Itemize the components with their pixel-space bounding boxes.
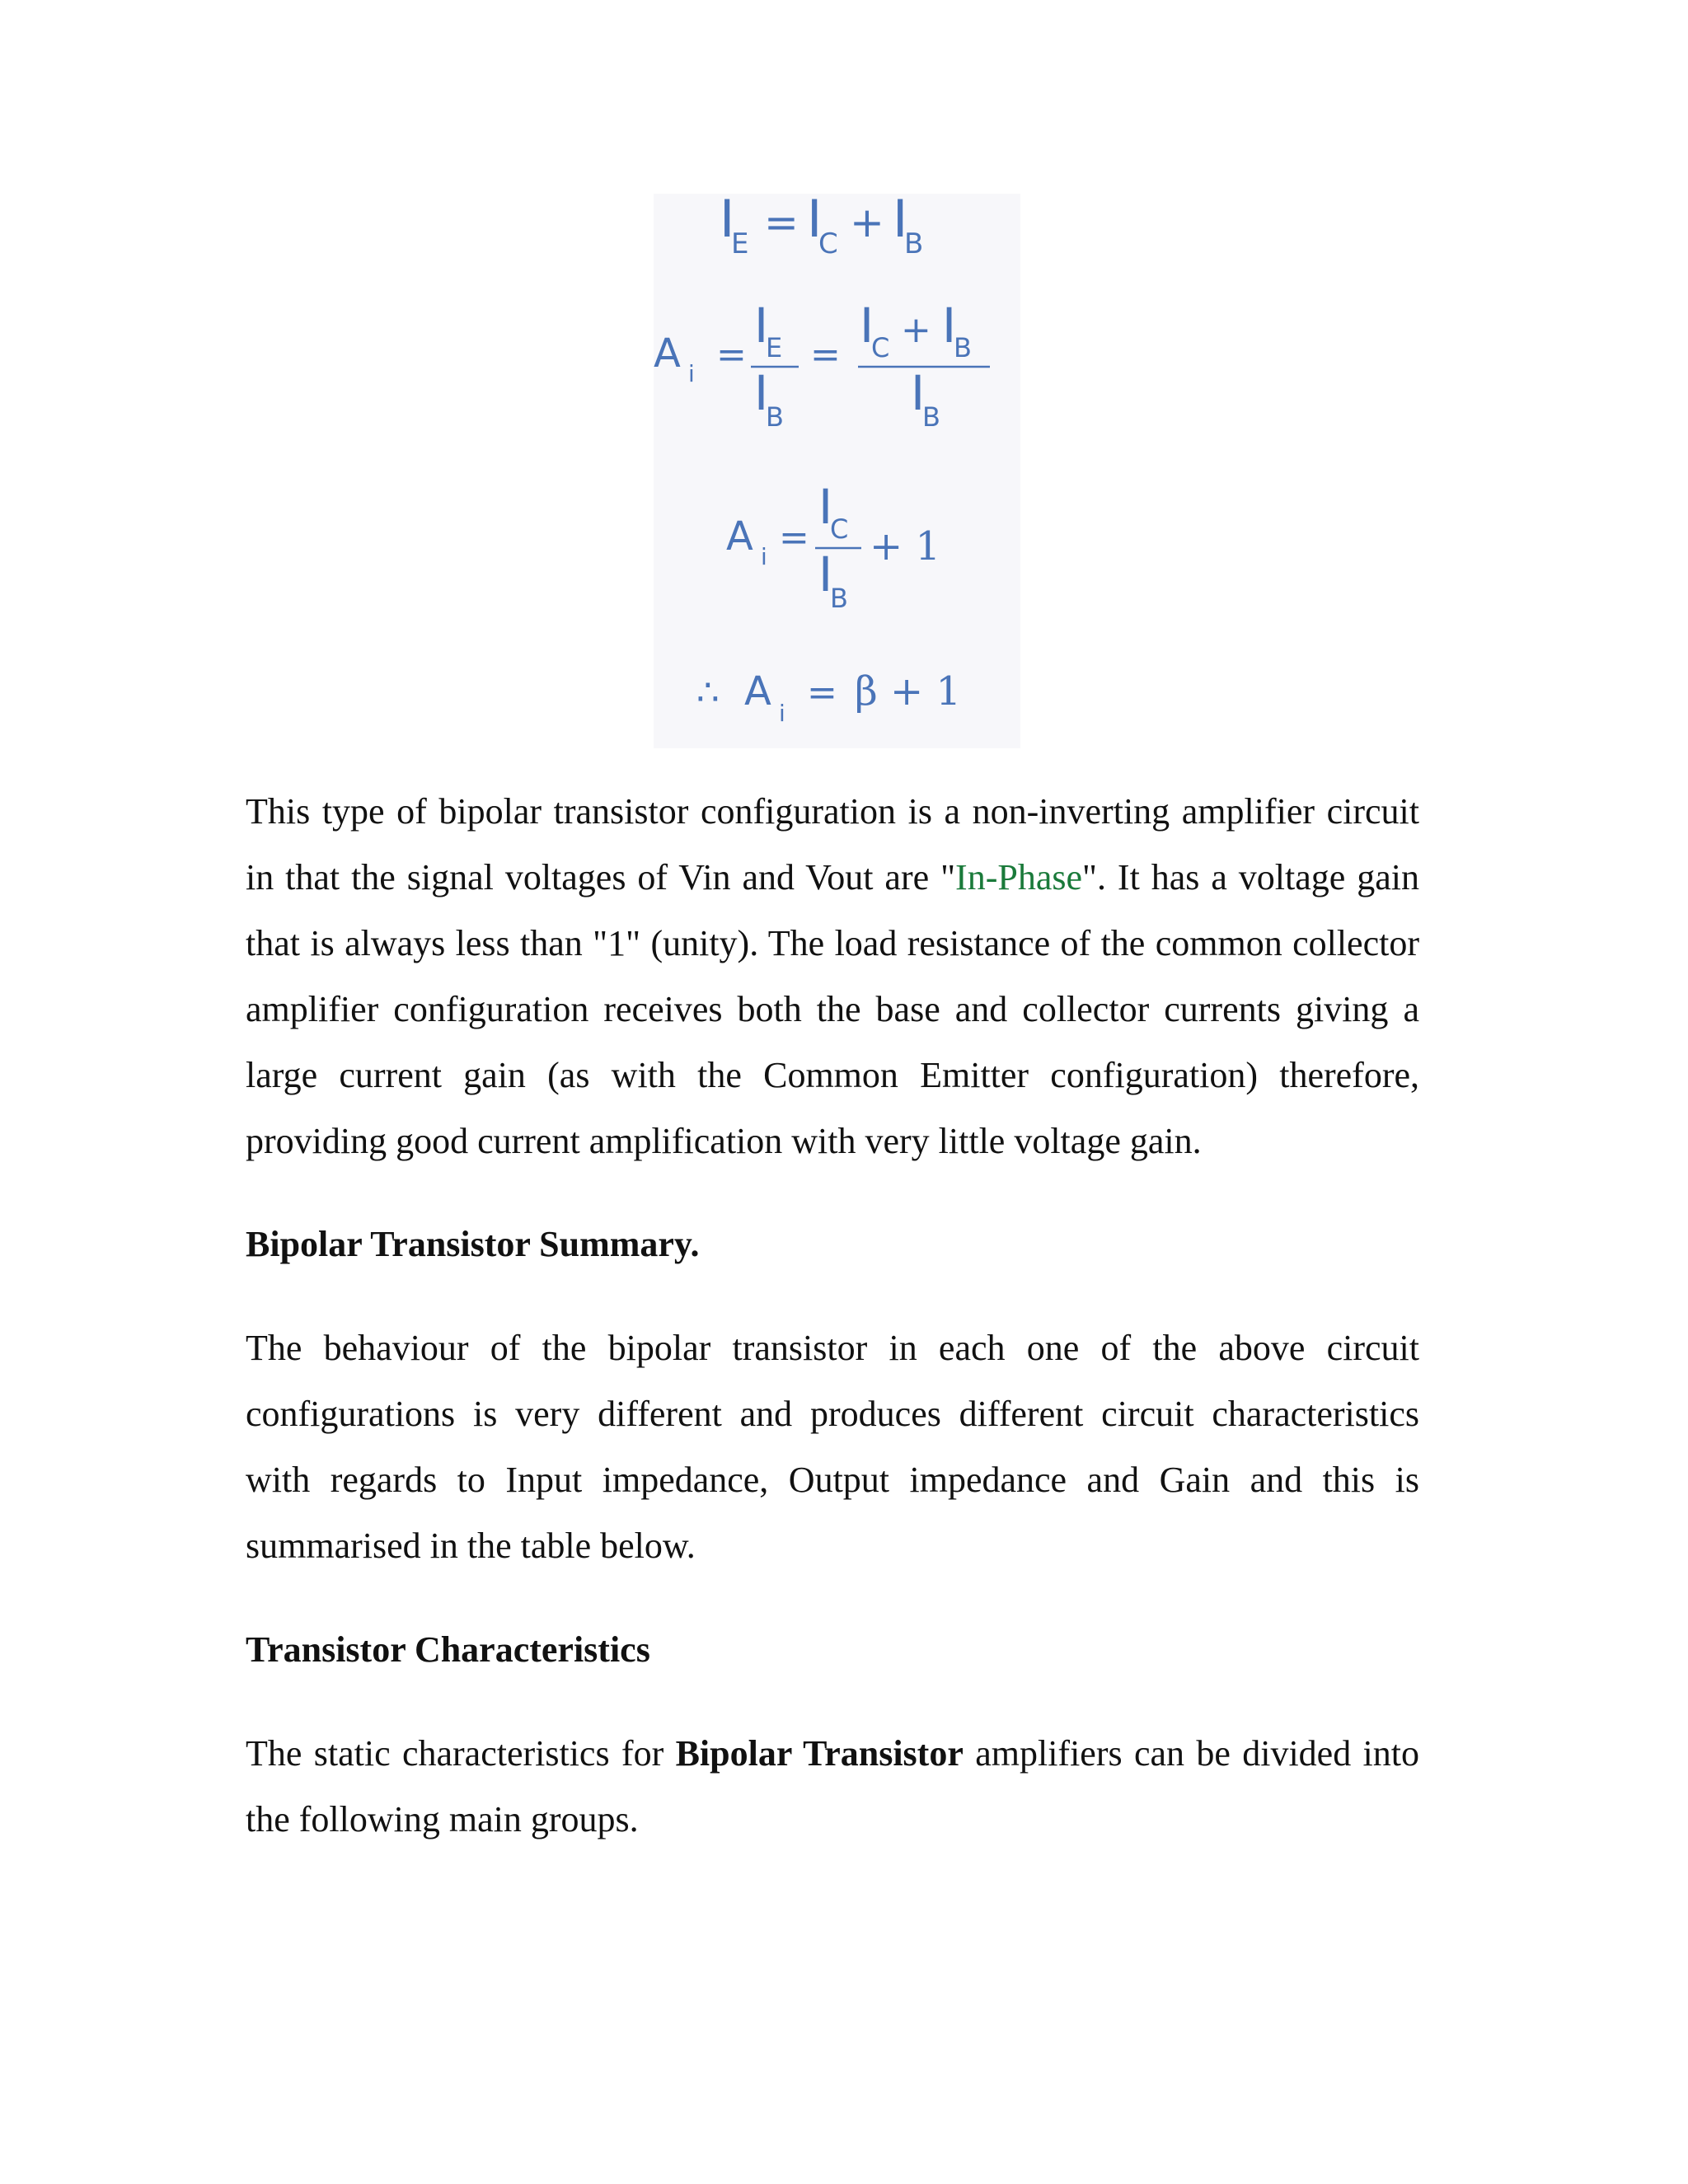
equation-line-3	[726, 479, 940, 614]
eq2-equals-2: =	[810, 334, 841, 376]
eq1-plus: +	[850, 199, 884, 246]
eq4-A: A	[744, 668, 771, 715]
eq2-num2-I1: I	[860, 298, 874, 354]
eq1-sub-B: B	[904, 227, 924, 260]
eq2-num2-sub2: B	[954, 332, 972, 363]
eq1-sub-E: E	[731, 227, 749, 260]
heading-bipolar-transistor-summary: Bipolar Transistor Summary.	[246, 1224, 700, 1264]
eq3-A: A	[726, 513, 753, 560]
eq2-den2-I: I	[911, 365, 926, 421]
bipolar-transistor-bold: Bipolar Transistor	[675, 1733, 964, 1774]
eq2-den2-sub: B	[922, 401, 940, 433]
current-gain-equations	[654, 194, 1020, 748]
document-body	[246, 779, 1419, 1853]
eq1-equals: =	[764, 199, 799, 246]
paragraph-behaviour: The behaviour of the bipolar transistor in each one of the above circuit configurations is very different and produces different circuit characteristics with regards to Input impedance, Output impedance and Gain and this is summarised in the table below.	[246, 1328, 1419, 1566]
eq3-equals: =	[779, 517, 809, 559]
paragraph3-text-before: The static characteristics for	[246, 1733, 676, 1774]
paragraph-static-characteristics	[246, 1721, 1419, 1853]
in-phase-highlight: In-Phase	[955, 857, 1083, 898]
eq3-sub-i: i	[761, 543, 767, 570]
paragraph1-text-after: ". It has a voltage gain that is always less than "1" (unity). The load resistance of the common collector amplifier configuration receives both the base and collector currents giving a large current gain (as with the Common Emitter configuration) therefore, providing good current amplification with very little voltage gain.	[246, 857, 1420, 1161]
eq2-den1-sub: B	[766, 401, 784, 433]
paragraph-common-collector	[246, 779, 1419, 1174]
eq1-I-B: I	[893, 194, 908, 249]
eq2-num2-sub1: C	[871, 332, 890, 363]
paragraph1-text-before: This type of bipolar transistor configuration is a non-inverting amplifier circuit in that the signal voltages of Vin and Vout are "	[246, 791, 1419, 898]
eq3-num-sub: C	[830, 513, 849, 545]
eq2-A: A	[654, 330, 681, 377]
eq2-num2-I2: I	[942, 298, 957, 354]
paragraph3-text-after: amplifiers can be divided into the following main groups.	[246, 1733, 1419, 1840]
heading-transistor-characteristics: Transistor Characteristics	[246, 1629, 650, 1670]
eq4-equals: =	[807, 672, 837, 714]
eq2-den1-I: I	[754, 365, 769, 421]
eq4-rhs: β + 1	[855, 668, 962, 715]
equation-image	[654, 194, 1020, 748]
eq1-I-C: I	[807, 194, 823, 249]
eq3-den-sub: B	[830, 583, 848, 614]
eq1-I-E: I	[720, 194, 735, 249]
eq3-plus-one: + 1	[870, 523, 941, 569]
equation-line-1	[720, 194, 923, 260]
eq2-num2-plus: +	[901, 309, 931, 351]
eq3-num-I: I	[818, 479, 833, 535]
eq1-sub-C: C	[818, 227, 838, 260]
eq3-den-I: I	[818, 546, 833, 602]
equation-line-2	[654, 298, 990, 433]
eq2-num1-I: I	[754, 298, 769, 354]
eq2-num1-sub: E	[766, 332, 783, 363]
eq4-sub-i: i	[779, 700, 785, 727]
eq4-therefore: ∴	[696, 672, 720, 714]
eq2-equals-1: =	[716, 334, 747, 376]
equation-line-4	[696, 668, 961, 727]
eq2-sub-i: i	[688, 360, 695, 387]
